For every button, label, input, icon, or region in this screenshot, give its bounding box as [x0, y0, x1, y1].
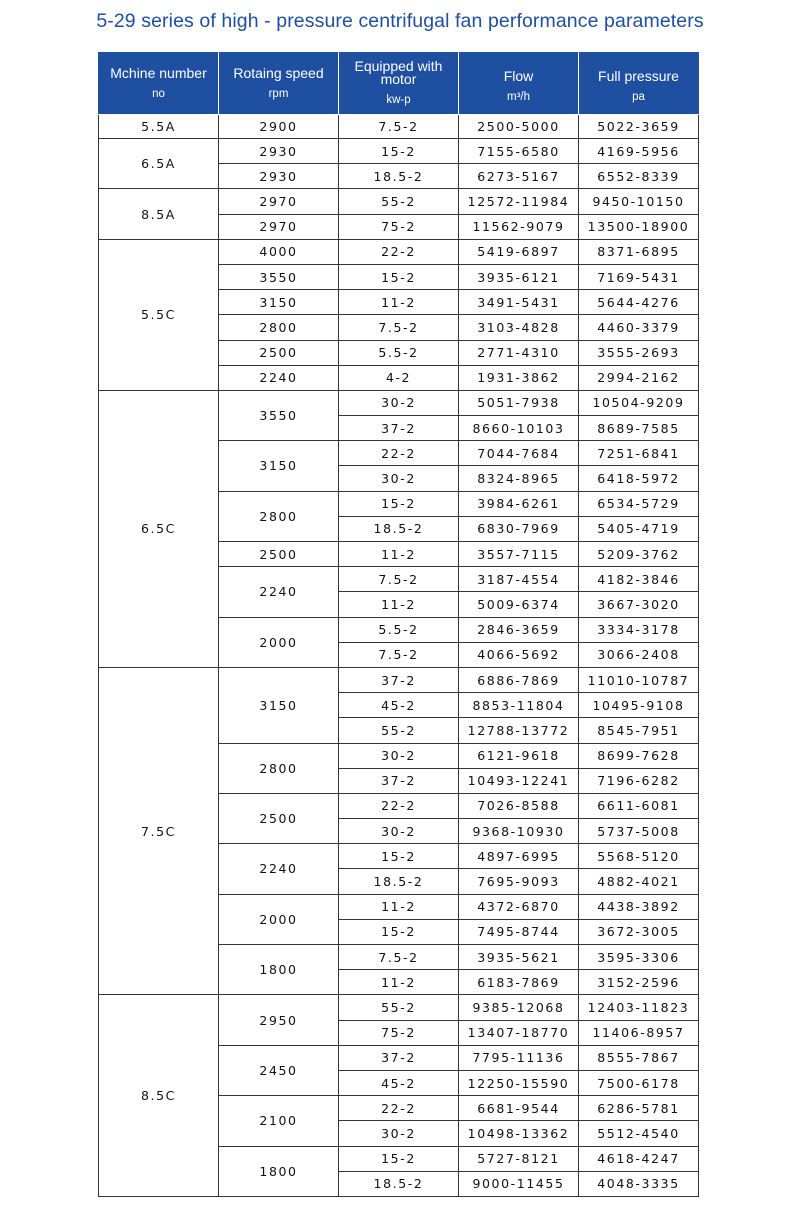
motor-cell: 18.5-2: [339, 869, 459, 894]
rotating-speed-cell: 2970: [219, 214, 339, 239]
flow-cell: 3984-6261: [459, 491, 579, 516]
flow-cell: 7795-11136: [459, 1045, 579, 1070]
rotating-speed-cell: 2100: [219, 1096, 339, 1146]
flow-cell: 9000-11455: [459, 1171, 579, 1196]
full-pressure-cell: 3595-3306: [579, 945, 699, 970]
rotating-speed-cell: 2240: [219, 365, 339, 390]
flow-cell: 6830-7969: [459, 516, 579, 541]
machine-number-cell: 5.5A: [99, 115, 219, 139]
full-pressure-cell: 8699-7628: [579, 743, 699, 768]
motor-cell: 55-2: [339, 995, 459, 1020]
full-pressure-cell: 7251-6841: [579, 441, 699, 466]
flow-cell: 13407-18770: [459, 1020, 579, 1045]
motor-cell: 7.5-2: [339, 315, 459, 340]
header-motor: [339, 53, 459, 115]
motor-cell: 37-2: [339, 416, 459, 441]
rotating-speed-cell: 2970: [219, 189, 339, 214]
table-row: [99, 667, 699, 692]
rotating-speed-cell: 2800: [219, 743, 339, 793]
full-pressure-cell: 5405-4719: [579, 516, 699, 541]
motor-cell: 22-2: [339, 239, 459, 264]
header-full-pressure: [579, 53, 699, 115]
motor-cell: 15-2: [339, 1146, 459, 1171]
motor-cell: 7.5-2: [339, 115, 459, 139]
rotating-speed-cell: 2000: [219, 894, 339, 944]
header-unit: kw-p: [386, 94, 411, 106]
rotating-speed-cell: 2500: [219, 793, 339, 843]
rotating-speed-cell: 2900: [219, 115, 339, 139]
flow-cell: 4372-6870: [459, 894, 579, 919]
header-label: Full pressure: [598, 68, 679, 84]
flow-cell: 6121-9618: [459, 743, 579, 768]
flow-cell: 6183-7869: [459, 970, 579, 995]
motor-cell: 37-2: [339, 667, 459, 692]
header-unit: rpm: [268, 87, 289, 100]
rotating-speed-cell: 2930: [219, 164, 339, 189]
full-pressure-cell: 11406-8957: [579, 1020, 699, 1045]
motor-cell: 5.5-2: [339, 340, 459, 365]
flow-cell: 10498-13362: [459, 1121, 579, 1146]
flow-cell: 6273-5167: [459, 164, 579, 189]
full-pressure-cell: 8371-6895: [579, 239, 699, 264]
flow-cell: 10493-12241: [459, 768, 579, 793]
table-header: [99, 53, 699, 115]
motor-cell: 45-2: [339, 693, 459, 718]
flow-cell: 6681-9544: [459, 1096, 579, 1121]
header-label: Mchine number: [110, 64, 207, 81]
motor-cell: 55-2: [339, 189, 459, 214]
page-title: 5-29 series of high - pressure centrifugal fan performance parameters: [96, 10, 704, 32]
rotating-speed-cell: 2800: [219, 315, 339, 340]
flow-cell: 7155-6580: [459, 139, 579, 164]
motor-cell: 15-2: [339, 264, 459, 289]
rotating-speed-cell: 2950: [219, 995, 339, 1045]
table-row: [99, 995, 699, 1020]
full-pressure-cell: 4182-3846: [579, 567, 699, 592]
flow-cell: 8660-10103: [459, 416, 579, 441]
flow-cell: 4066-5692: [459, 642, 579, 667]
rotating-speed-cell: 2000: [219, 617, 339, 667]
motor-cell: 7.5-2: [339, 567, 459, 592]
flow-cell: 5009-6374: [459, 592, 579, 617]
motor-cell: 45-2: [339, 1070, 459, 1095]
flow-cell: 7026-8588: [459, 793, 579, 818]
full-pressure-cell: 4882-4021: [579, 869, 699, 894]
flow-cell: 2500-5000: [459, 115, 579, 139]
full-pressure-cell: 9450-10150: [579, 189, 699, 214]
full-pressure-cell: 8555-7867: [579, 1045, 699, 1070]
motor-cell: 30-2: [339, 819, 459, 844]
machine-number-cell: 8.5C: [99, 995, 219, 1197]
rotating-speed-cell: 2450: [219, 1045, 339, 1095]
full-pressure-cell: 5209-3762: [579, 542, 699, 567]
full-pressure-cell: 10495-9108: [579, 693, 699, 718]
flow-cell: 3557-7115: [459, 542, 579, 567]
flow-cell: 8324-8965: [459, 466, 579, 491]
flow-cell: 2846-3659: [459, 617, 579, 642]
full-pressure-cell: 11010-10787: [579, 667, 699, 692]
motor-cell: 37-2: [339, 768, 459, 793]
flow-cell: 5051-7938: [459, 390, 579, 415]
flow-cell: 3187-4554: [459, 567, 579, 592]
flow-cell: 12788-13772: [459, 718, 579, 743]
full-pressure-cell: 8545-7951: [579, 718, 699, 743]
rotating-speed-cell: 2240: [219, 567, 339, 617]
full-pressure-cell: 6418-5972: [579, 466, 699, 491]
flow-cell: 9385-12068: [459, 995, 579, 1020]
motor-cell: 15-2: [339, 844, 459, 869]
full-pressure-cell: 6611-6081: [579, 793, 699, 818]
rotating-speed-cell: 3150: [219, 441, 339, 491]
flow-cell: 2771-4310: [459, 340, 579, 365]
motor-cell: 7.5-2: [339, 642, 459, 667]
flow-cell: 12250-15590: [459, 1070, 579, 1095]
performance-table: [98, 52, 699, 1197]
full-pressure-cell: 10504-9209: [579, 390, 699, 415]
flow-cell: 12572-11984: [459, 189, 579, 214]
rotating-speed-cell: 2930: [219, 139, 339, 164]
rotating-speed-cell: 2240: [219, 844, 339, 894]
motor-cell: 11-2: [339, 970, 459, 995]
rotating-speed-cell: 1800: [219, 945, 339, 995]
table-row: [99, 239, 699, 264]
flow-cell: 7495-8744: [459, 919, 579, 944]
full-pressure-cell: 6534-5729: [579, 491, 699, 516]
header-row: [99, 53, 699, 115]
full-pressure-cell: 6286-5781: [579, 1096, 699, 1121]
full-pressure-cell: 4169-5956: [579, 139, 699, 164]
motor-cell: 7.5-2: [339, 945, 459, 970]
header-unit: m³/h: [507, 91, 530, 103]
full-pressure-cell: 4048-3335: [579, 1171, 699, 1196]
flow-cell: 8853-11804: [459, 693, 579, 718]
rotating-speed-cell: 2500: [219, 340, 339, 365]
full-pressure-cell: 5022-3659: [579, 115, 699, 139]
motor-cell: 4-2: [339, 365, 459, 390]
table-row: [99, 390, 699, 415]
motor-cell: 22-2: [339, 441, 459, 466]
machine-number-cell: 8.5A: [99, 189, 219, 239]
motor-cell: 5.5-2: [339, 617, 459, 642]
motor-cell: 15-2: [339, 491, 459, 516]
motor-cell: 18.5-2: [339, 516, 459, 541]
motor-cell: 30-2: [339, 743, 459, 768]
full-pressure-cell: 2994-2162: [579, 365, 699, 390]
full-pressure-cell: 4438-3892: [579, 894, 699, 919]
motor-cell: 30-2: [339, 390, 459, 415]
header-flow: [459, 53, 579, 115]
machine-number-cell: 7.5C: [99, 667, 219, 994]
header-unit: pa: [632, 91, 645, 103]
flow-cell: 11562-9079: [459, 214, 579, 239]
full-pressure-cell: 8689-7585: [579, 416, 699, 441]
full-pressure-cell: 3667-3020: [579, 592, 699, 617]
full-pressure-cell: 5568-5120: [579, 844, 699, 869]
header-rotating-speed: [219, 53, 339, 115]
motor-cell: 15-2: [339, 919, 459, 944]
flow-cell: 3935-5621: [459, 945, 579, 970]
flow-cell: 7695-9093: [459, 869, 579, 894]
motor-cell: 30-2: [339, 1121, 459, 1146]
motor-cell: 11-2: [339, 542, 459, 567]
motor-cell: 11-2: [339, 290, 459, 315]
full-pressure-cell: 3555-2693: [579, 340, 699, 365]
motor-cell: 55-2: [339, 718, 459, 743]
header-label: Equipped with motor: [354, 58, 443, 87]
motor-cell: 18.5-2: [339, 164, 459, 189]
full-pressure-cell: 3334-3178: [579, 617, 699, 642]
rotating-speed-cell: 1800: [219, 1146, 339, 1196]
full-pressure-cell: 7500-6178: [579, 1070, 699, 1095]
header-label: Flow: [503, 68, 534, 84]
rotating-speed-cell: 3150: [219, 290, 339, 315]
flow-cell: 4897-6995: [459, 844, 579, 869]
full-pressure-cell: 13500-18900: [579, 214, 699, 239]
flow-cell: 3935-6121: [459, 264, 579, 289]
full-pressure-cell: 5737-5008: [579, 819, 699, 844]
motor-cell: 18.5-2: [339, 1171, 459, 1196]
machine-number-cell: 6.5C: [99, 390, 219, 667]
rotating-speed-cell: 2800: [219, 491, 339, 541]
rotating-speed-cell: 3150: [219, 667, 339, 743]
motor-cell: 30-2: [339, 466, 459, 491]
full-pressure-cell: 3152-2596: [579, 970, 699, 995]
full-pressure-cell: 4618-4247: [579, 1146, 699, 1171]
flow-cell: 9368-10930: [459, 819, 579, 844]
flow-cell: 6886-7869: [459, 667, 579, 692]
header-machine-number: [99, 53, 219, 115]
full-pressure-cell: 3066-2408: [579, 642, 699, 667]
machine-number-cell: 6.5A: [99, 139, 219, 189]
flow-cell: 5419-6897: [459, 239, 579, 264]
flow-cell: 3491-5431: [459, 290, 579, 315]
rotating-speed-cell: 4000: [219, 239, 339, 264]
full-pressure-cell: 7169-5431: [579, 264, 699, 289]
machine-number-cell: 5.5C: [99, 239, 219, 390]
motor-cell: 75-2: [339, 214, 459, 239]
table-row: [99, 139, 699, 164]
full-pressure-cell: 7196-6282: [579, 768, 699, 793]
full-pressure-cell: 4460-3379: [579, 315, 699, 340]
motor-cell: 22-2: [339, 793, 459, 818]
full-pressure-cell: 3672-3005: [579, 919, 699, 944]
header-label: Rotaing speed: [233, 64, 324, 81]
flow-cell: 3103-4828: [459, 315, 579, 340]
full-pressure-cell: 6552-8339: [579, 164, 699, 189]
flow-cell: 5727-8121: [459, 1146, 579, 1171]
motor-cell: 22-2: [339, 1096, 459, 1121]
rotating-speed-cell: 2500: [219, 542, 339, 567]
table-row: [99, 189, 699, 214]
table-body: [99, 115, 699, 1197]
flow-cell: 1931-3862: [459, 365, 579, 390]
motor-cell: 75-2: [339, 1020, 459, 1045]
rotating-speed-cell: 3550: [219, 390, 339, 440]
motor-cell: 11-2: [339, 592, 459, 617]
motor-cell: 37-2: [339, 1045, 459, 1070]
rotating-speed-cell: 3550: [219, 264, 339, 289]
flow-cell: 7044-7684: [459, 441, 579, 466]
motor-cell: 15-2: [339, 139, 459, 164]
full-pressure-cell: 12403-11823: [579, 995, 699, 1020]
motor-cell: 11-2: [339, 894, 459, 919]
full-pressure-cell: 5644-4276: [579, 290, 699, 315]
header-unit: no: [152, 87, 165, 100]
table-row: [99, 115, 699, 139]
full-pressure-cell: 5512-4540: [579, 1121, 699, 1146]
